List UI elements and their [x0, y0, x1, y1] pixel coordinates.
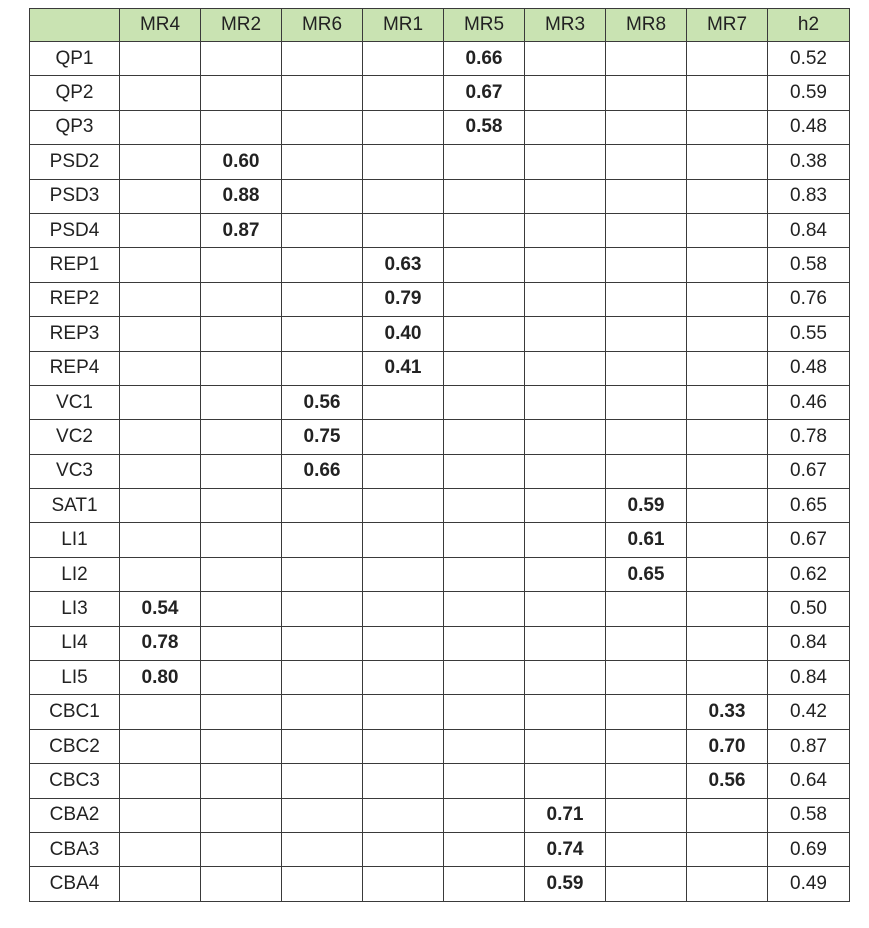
loading-cell — [444, 454, 525, 488]
loading-cell — [363, 179, 444, 213]
loading-cell — [525, 557, 606, 591]
loading-cell — [687, 351, 768, 385]
loading-cell — [120, 110, 201, 144]
item-label: CBC3 — [30, 764, 120, 798]
loading-cell — [120, 420, 201, 454]
loading-cell — [120, 282, 201, 316]
loading-cell — [444, 798, 525, 832]
loading-cell — [525, 764, 606, 798]
loading-cell — [687, 626, 768, 660]
table-row — [30, 76, 850, 110]
loading-cell — [201, 592, 282, 626]
loading-cell — [363, 76, 444, 110]
loading-cell — [525, 110, 606, 144]
loading-cell — [363, 867, 444, 901]
table-row — [30, 832, 850, 866]
loading-cell — [444, 661, 525, 695]
item-label: REP4 — [30, 351, 120, 385]
item-label: PSD2 — [30, 145, 120, 179]
loading-cell — [525, 729, 606, 763]
loading-cell — [525, 489, 606, 523]
loading-cell — [444, 489, 525, 523]
loading-cell — [282, 764, 363, 798]
column-header-mr2: MR2 — [201, 9, 282, 42]
loading-cell — [120, 179, 201, 213]
loading-cell — [282, 661, 363, 695]
loading-cell — [525, 592, 606, 626]
table-header — [30, 9, 850, 42]
loading-cell — [606, 764, 687, 798]
loading-cell — [363, 729, 444, 763]
communality-cell: 0.58 — [768, 798, 850, 832]
loading-cell — [282, 42, 363, 76]
loading-cell — [606, 248, 687, 282]
communality-cell: 0.87 — [768, 729, 850, 763]
loading-cell — [444, 351, 525, 385]
loading-cell — [687, 76, 768, 110]
loading-cell — [444, 695, 525, 729]
loading-cell — [120, 832, 201, 866]
loading-cell — [201, 832, 282, 866]
communality-cell: 0.38 — [768, 145, 850, 179]
loading-cell — [120, 489, 201, 523]
item-label: LI4 — [30, 626, 120, 660]
communality-cell: 0.59 — [768, 76, 850, 110]
loading-cell — [606, 832, 687, 866]
loading-cell — [120, 76, 201, 110]
item-label: CBA3 — [30, 832, 120, 866]
loading-cell — [606, 798, 687, 832]
loading-cell — [606, 420, 687, 454]
loading-cell: 0.61 — [606, 523, 687, 557]
table-row — [30, 248, 850, 282]
loading-cell — [201, 661, 282, 695]
loading-cell — [687, 42, 768, 76]
loading-cell: 0.63 — [363, 248, 444, 282]
item-label: QP2 — [30, 76, 120, 110]
table-row — [30, 661, 850, 695]
communality-cell: 0.84 — [768, 213, 850, 247]
table-row — [30, 110, 850, 144]
loading-cell — [282, 213, 363, 247]
loading-cell — [687, 557, 768, 591]
loading-cell — [687, 523, 768, 557]
item-label: PSD4 — [30, 213, 120, 247]
communality-cell: 0.67 — [768, 523, 850, 557]
loading-cell: 0.59 — [606, 489, 687, 523]
loading-cell — [120, 317, 201, 351]
loading-cell — [282, 489, 363, 523]
loading-cell — [282, 626, 363, 660]
loading-cell — [444, 179, 525, 213]
loading-cell — [606, 351, 687, 385]
loading-cell — [606, 385, 687, 419]
loading-cell — [606, 592, 687, 626]
column-header-mr7: MR7 — [687, 9, 768, 42]
loading-cell — [120, 42, 201, 76]
item-label: REP2 — [30, 282, 120, 316]
table-row — [30, 867, 850, 901]
communality-cell: 0.83 — [768, 179, 850, 213]
communality-cell: 0.76 — [768, 282, 850, 316]
loading-cell — [687, 420, 768, 454]
table-row — [30, 282, 850, 316]
loading-cell — [687, 385, 768, 419]
loading-cell — [525, 42, 606, 76]
loading-cell: 0.74 — [525, 832, 606, 866]
loading-cell — [525, 351, 606, 385]
loading-cell — [606, 695, 687, 729]
loading-cell: 0.88 — [201, 179, 282, 213]
item-label: LI2 — [30, 557, 120, 591]
table-row — [30, 695, 850, 729]
item-label: VC2 — [30, 420, 120, 454]
item-label: QP3 — [30, 110, 120, 144]
loading-cell: 0.41 — [363, 351, 444, 385]
communality-cell: 0.84 — [768, 626, 850, 660]
communality-cell: 0.62 — [768, 557, 850, 591]
loading-cell — [363, 592, 444, 626]
table-row — [30, 592, 850, 626]
loading-cell — [525, 420, 606, 454]
loading-cell — [120, 454, 201, 488]
loading-cell — [282, 248, 363, 282]
communality-cell: 0.78 — [768, 420, 850, 454]
loading-cell — [120, 145, 201, 179]
loading-cell — [201, 110, 282, 144]
item-label: SAT1 — [30, 489, 120, 523]
loading-cell — [201, 317, 282, 351]
loading-cell: 0.56 — [687, 764, 768, 798]
loading-cell — [363, 213, 444, 247]
loading-cell — [363, 764, 444, 798]
loading-cell — [201, 626, 282, 660]
loading-cell — [120, 248, 201, 282]
communality-cell: 0.67 — [768, 454, 850, 488]
communality-cell: 0.52 — [768, 42, 850, 76]
loading-cell — [282, 867, 363, 901]
loading-cell — [201, 489, 282, 523]
loading-cell — [606, 626, 687, 660]
loading-cell: 0.40 — [363, 317, 444, 351]
loading-cell — [201, 764, 282, 798]
header-row — [30, 9, 850, 42]
table-row — [30, 317, 850, 351]
loading-cell — [444, 145, 525, 179]
table-row — [30, 798, 850, 832]
loading-cell: 0.66 — [444, 42, 525, 76]
loading-cell — [363, 695, 444, 729]
loading-cell — [525, 248, 606, 282]
column-header-mr3: MR3 — [525, 9, 606, 42]
table-row — [30, 145, 850, 179]
loading-cell — [120, 764, 201, 798]
loading-cell — [201, 42, 282, 76]
loading-cell — [444, 867, 525, 901]
loading-cell — [120, 523, 201, 557]
communality-cell: 0.48 — [768, 351, 850, 385]
loading-cell — [687, 213, 768, 247]
loading-cell — [201, 282, 282, 316]
item-label: LI3 — [30, 592, 120, 626]
loading-cell — [606, 867, 687, 901]
loading-cell — [120, 351, 201, 385]
loading-cell — [363, 110, 444, 144]
table-row — [30, 351, 850, 385]
loading-cell — [201, 385, 282, 419]
item-label: REP3 — [30, 317, 120, 351]
table-row — [30, 385, 850, 419]
loading-cell — [201, 454, 282, 488]
table-row — [30, 454, 850, 488]
communality-cell: 0.84 — [768, 661, 850, 695]
loading-cell — [363, 42, 444, 76]
loading-cell — [606, 729, 687, 763]
loading-cell — [687, 832, 768, 866]
loading-cell — [444, 626, 525, 660]
loading-cell — [363, 798, 444, 832]
loading-cell — [606, 213, 687, 247]
loading-cell — [363, 145, 444, 179]
item-label: LI1 — [30, 523, 120, 557]
table-row — [30, 729, 850, 763]
loading-cell — [444, 385, 525, 419]
loading-cell — [606, 145, 687, 179]
item-label: VC3 — [30, 454, 120, 488]
loading-cell — [525, 282, 606, 316]
loading-cell — [444, 764, 525, 798]
loading-cell — [525, 695, 606, 729]
loading-cell — [525, 385, 606, 419]
loading-cell — [606, 317, 687, 351]
loading-cell — [363, 489, 444, 523]
communality-cell: 0.65 — [768, 489, 850, 523]
loading-cell — [282, 523, 363, 557]
table-row — [30, 489, 850, 523]
item-label: REP1 — [30, 248, 120, 282]
loading-cell — [444, 523, 525, 557]
loading-cell — [606, 110, 687, 144]
loading-cell — [120, 213, 201, 247]
loading-cell — [282, 351, 363, 385]
loading-cell — [525, 523, 606, 557]
item-label: VC1 — [30, 385, 120, 419]
loading-cell — [282, 110, 363, 144]
item-label: CBA4 — [30, 867, 120, 901]
loading-cell — [444, 317, 525, 351]
table-row — [30, 626, 850, 660]
column-header-mr1: MR1 — [363, 9, 444, 42]
communality-cell: 0.42 — [768, 695, 850, 729]
loading-cell — [201, 76, 282, 110]
loading-cell — [363, 454, 444, 488]
loading-cell — [525, 317, 606, 351]
loading-cell — [444, 729, 525, 763]
communality-cell: 0.55 — [768, 317, 850, 351]
loading-cell — [606, 282, 687, 316]
item-label: CBA2 — [30, 798, 120, 832]
loading-cell: 0.33 — [687, 695, 768, 729]
column-header-mr5: MR5 — [444, 9, 525, 42]
loading-cell — [363, 523, 444, 557]
loading-cell — [282, 145, 363, 179]
loading-cell — [525, 213, 606, 247]
loading-cell — [687, 798, 768, 832]
loading-cell — [444, 557, 525, 591]
column-header-item — [30, 9, 120, 42]
loading-cell — [201, 729, 282, 763]
loading-cell — [363, 420, 444, 454]
loading-cell — [444, 420, 525, 454]
loading-cell — [687, 145, 768, 179]
item-label: QP1 — [30, 42, 120, 76]
loading-cell — [282, 76, 363, 110]
loading-cell — [687, 489, 768, 523]
loading-cell — [282, 557, 363, 591]
loading-cell: 0.75 — [282, 420, 363, 454]
loading-cell — [687, 661, 768, 695]
loading-cell — [687, 248, 768, 282]
loading-cell — [444, 832, 525, 866]
communality-cell: 0.64 — [768, 764, 850, 798]
loading-cell — [444, 248, 525, 282]
column-header-h2: h2 — [768, 9, 850, 42]
item-label: LI5 — [30, 661, 120, 695]
loading-cell — [444, 213, 525, 247]
communality-cell: 0.48 — [768, 110, 850, 144]
table-row — [30, 764, 850, 798]
table-body — [30, 42, 850, 902]
loading-cell — [687, 317, 768, 351]
loading-cell — [525, 626, 606, 660]
loading-cell: 0.58 — [444, 110, 525, 144]
loading-cell — [687, 454, 768, 488]
loading-cell: 0.54 — [120, 592, 201, 626]
table-row — [30, 179, 850, 213]
loading-cell — [444, 282, 525, 316]
column-header-mr8: MR8 — [606, 9, 687, 42]
loading-cell — [687, 282, 768, 316]
loading-cell — [201, 351, 282, 385]
loading-cell — [444, 592, 525, 626]
loading-cell — [282, 317, 363, 351]
loading-cell — [363, 832, 444, 866]
loading-cell — [525, 145, 606, 179]
loading-cell: 0.59 — [525, 867, 606, 901]
loading-cell — [525, 179, 606, 213]
loading-cell — [282, 592, 363, 626]
item-label: CBC1 — [30, 695, 120, 729]
loading-cell: 0.78 — [120, 626, 201, 660]
loading-cell — [687, 592, 768, 626]
loading-cell — [120, 867, 201, 901]
loading-cell — [606, 454, 687, 488]
factor-loadings-table — [29, 8, 850, 902]
loading-cell: 0.56 — [282, 385, 363, 419]
loading-cell — [282, 695, 363, 729]
loading-cell: 0.65 — [606, 557, 687, 591]
loading-cell: 0.60 — [201, 145, 282, 179]
loading-cell — [363, 385, 444, 419]
loading-cell — [687, 867, 768, 901]
loading-cell — [201, 798, 282, 832]
loading-cell — [282, 832, 363, 866]
communality-cell: 0.50 — [768, 592, 850, 626]
communality-cell: 0.46 — [768, 385, 850, 419]
table-row — [30, 42, 850, 76]
column-header-mr6: MR6 — [282, 9, 363, 42]
table-row — [30, 557, 850, 591]
table-row — [30, 213, 850, 247]
loading-cell — [282, 282, 363, 316]
loading-cell — [687, 110, 768, 144]
communality-cell: 0.69 — [768, 832, 850, 866]
loading-cell — [606, 661, 687, 695]
loading-cell — [282, 729, 363, 763]
loading-cell — [363, 557, 444, 591]
loading-cell — [120, 798, 201, 832]
item-label: CBC2 — [30, 729, 120, 763]
item-label: PSD3 — [30, 179, 120, 213]
loading-cell — [282, 798, 363, 832]
loading-cell: 0.66 — [282, 454, 363, 488]
loading-cell: 0.70 — [687, 729, 768, 763]
table-row — [30, 420, 850, 454]
loading-cell — [606, 42, 687, 76]
loading-cell — [120, 385, 201, 419]
table-row — [30, 523, 850, 557]
communality-cell: 0.58 — [768, 248, 850, 282]
loading-cell — [201, 420, 282, 454]
loading-cell — [201, 867, 282, 901]
loading-cell — [201, 523, 282, 557]
loading-cell — [525, 661, 606, 695]
loading-cell — [282, 179, 363, 213]
loading-cell: 0.87 — [201, 213, 282, 247]
communality-cell: 0.49 — [768, 867, 850, 901]
loading-cell: 0.80 — [120, 661, 201, 695]
loading-cell — [525, 76, 606, 110]
loading-cell — [120, 729, 201, 763]
loading-cell — [120, 557, 201, 591]
loading-cell — [525, 454, 606, 488]
loading-cell: 0.79 — [363, 282, 444, 316]
loading-cell — [363, 626, 444, 660]
loading-cell — [606, 76, 687, 110]
loading-cell — [120, 695, 201, 729]
loading-cell — [201, 695, 282, 729]
loading-cell — [201, 557, 282, 591]
loading-cell — [201, 248, 282, 282]
loading-cell — [363, 661, 444, 695]
loading-cell: 0.71 — [525, 798, 606, 832]
column-header-mr4: MR4 — [120, 9, 201, 42]
loading-cell — [606, 179, 687, 213]
loading-cell — [687, 179, 768, 213]
loading-cell: 0.67 — [444, 76, 525, 110]
